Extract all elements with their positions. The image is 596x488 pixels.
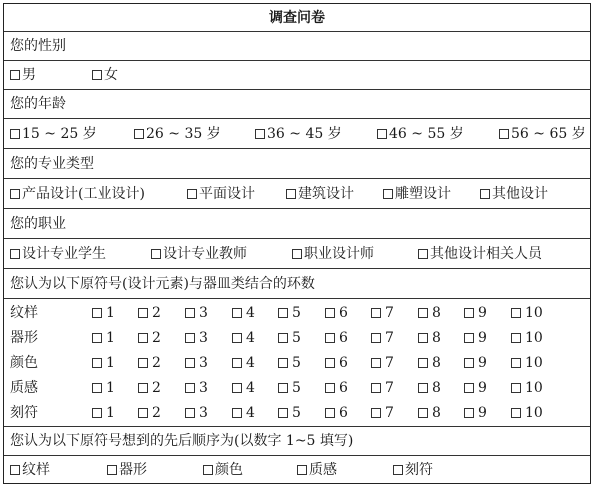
major-question-row bbox=[4, 149, 590, 179]
checkbox[interactable] bbox=[325, 333, 335, 343]
rating-option-label: 1 bbox=[106, 380, 115, 396]
rating-option[interactable] bbox=[511, 306, 543, 320]
rating-option-label: 7 bbox=[385, 305, 394, 321]
checkbox[interactable] bbox=[371, 308, 381, 318]
rating-question: 您认为以下原符号(设计元素)与器皿类结合的环数 bbox=[10, 275, 315, 292]
rating-option[interactable] bbox=[325, 331, 348, 345]
rating-option-label: 3 bbox=[199, 330, 208, 346]
rating-option-label: 10 bbox=[525, 355, 543, 371]
checkbox[interactable] bbox=[511, 408, 521, 418]
checkbox[interactable] bbox=[418, 408, 428, 418]
checkbox[interactable] bbox=[92, 383, 102, 393]
rating-option[interactable] bbox=[92, 306, 115, 320]
checkbox[interactable] bbox=[383, 189, 393, 199]
checkbox[interactable] bbox=[10, 129, 20, 139]
rating-option[interactable] bbox=[92, 406, 115, 420]
rating-option[interactable] bbox=[138, 356, 161, 370]
rating-option-label: 4 bbox=[246, 330, 255, 346]
rating-option-label: 5 bbox=[292, 380, 301, 396]
rating-row-label: 颜色 bbox=[10, 355, 38, 371]
rating-option[interactable] bbox=[232, 331, 255, 345]
rating-option[interactable] bbox=[138, 306, 161, 320]
rating-option[interactable] bbox=[278, 356, 301, 370]
major-option-architecture[interactable]: 建筑设计 bbox=[286, 187, 354, 201]
job-option-designer[interactable]: 职业设计师 bbox=[292, 247, 374, 261]
checkbox[interactable] bbox=[134, 129, 144, 139]
age-option-26-35[interactable]: 26 ~ 35 岁 bbox=[134, 127, 221, 141]
rating-option[interactable] bbox=[138, 381, 161, 395]
checkbox[interactable] bbox=[511, 358, 521, 368]
rating-option[interactable] bbox=[92, 381, 115, 395]
rating-option-label: 1 bbox=[106, 405, 115, 421]
checkbox[interactable] bbox=[92, 358, 102, 368]
rating-option[interactable] bbox=[232, 381, 255, 395]
rating-option-label: 4 bbox=[246, 405, 255, 421]
rating-row bbox=[4, 401, 590, 425]
rating-option[interactable] bbox=[325, 356, 348, 370]
checkbox[interactable] bbox=[151, 249, 161, 259]
rating-option-label: 6 bbox=[339, 330, 348, 346]
age-option-46-55[interactable]: 46 ~ 55 岁 bbox=[377, 127, 464, 141]
age-option-15-25[interactable]: 15 ~ 25 岁 bbox=[10, 127, 97, 141]
checkbox[interactable] bbox=[511, 308, 521, 318]
major-option-other[interactable]: 其他设计 bbox=[480, 187, 548, 201]
checkbox[interactable] bbox=[185, 358, 195, 368]
rating-option[interactable] bbox=[418, 381, 441, 395]
rating-option[interactable] bbox=[185, 406, 208, 420]
checkbox[interactable] bbox=[464, 408, 474, 418]
rating-option-label: 9 bbox=[478, 330, 487, 346]
checkbox[interactable] bbox=[185, 333, 195, 343]
rating-option-label: 4 bbox=[246, 355, 255, 371]
rating-option[interactable] bbox=[232, 356, 255, 370]
checkbox[interactable] bbox=[278, 308, 288, 318]
checkbox[interactable] bbox=[138, 408, 148, 418]
order-option-carving[interactable]: 刻符 bbox=[393, 463, 433, 477]
checkbox[interactable] bbox=[464, 383, 474, 393]
job-question-row bbox=[4, 209, 590, 239]
rating-option[interactable] bbox=[464, 406, 487, 420]
rating-row-label: 质感 bbox=[10, 380, 38, 396]
rating-option[interactable] bbox=[418, 356, 441, 370]
rating-option[interactable] bbox=[511, 406, 543, 420]
rating-option-label: 6 bbox=[339, 405, 348, 421]
gender-option-female[interactable]: 女 bbox=[92, 68, 118, 82]
rating-row bbox=[4, 326, 590, 350]
rating-option-label: 2 bbox=[152, 305, 161, 321]
checkbox[interactable] bbox=[92, 308, 102, 318]
gender-option-male[interactable]: 男 bbox=[10, 68, 36, 82]
rating-option-label: 3 bbox=[199, 380, 208, 396]
checkbox[interactable] bbox=[371, 383, 381, 393]
rating-option[interactable] bbox=[185, 381, 208, 395]
rating-option[interactable] bbox=[232, 406, 255, 420]
rating-option[interactable] bbox=[138, 406, 161, 420]
checkbox[interactable] bbox=[371, 358, 381, 368]
major-option-sculpture[interactable]: 雕塑设计 bbox=[383, 187, 451, 201]
rating-option[interactable] bbox=[371, 381, 394, 395]
checkbox[interactable] bbox=[325, 383, 335, 393]
checkbox[interactable] bbox=[286, 189, 296, 199]
rating-option-label: 7 bbox=[385, 380, 394, 396]
checkbox[interactable] bbox=[232, 383, 242, 393]
rating-option-label: 6 bbox=[339, 380, 348, 396]
order-question-row bbox=[4, 427, 590, 456]
age-option-36-45[interactable]: 36 ~ 45 岁 bbox=[255, 127, 342, 141]
checkbox[interactable] bbox=[325, 358, 335, 368]
rating-option[interactable] bbox=[418, 306, 441, 320]
checkbox[interactable] bbox=[10, 465, 20, 475]
rating-option-label: 8 bbox=[432, 355, 441, 371]
major-question: 您的专业类型 bbox=[10, 155, 94, 172]
rating-option-label: 5 bbox=[292, 305, 301, 321]
checkbox[interactable] bbox=[10, 70, 20, 80]
order-option-color[interactable]: 颜色 bbox=[203, 463, 243, 477]
checkbox[interactable] bbox=[418, 333, 428, 343]
rating-option-label: 3 bbox=[199, 305, 208, 321]
checkbox[interactable] bbox=[278, 408, 288, 418]
job-options-row bbox=[4, 239, 590, 269]
rating-option[interactable] bbox=[185, 331, 208, 345]
job-option-related[interactable]: 其他设计相关人员 bbox=[418, 247, 542, 261]
rating-row bbox=[4, 351, 590, 375]
checkbox[interactable] bbox=[10, 189, 20, 199]
age-option-56-65[interactable]: 56 ~ 65 岁 bbox=[499, 127, 586, 141]
rating-option[interactable] bbox=[185, 356, 208, 370]
rating-option-label: 3 bbox=[199, 405, 208, 421]
rating-option[interactable] bbox=[511, 356, 543, 370]
rating-option[interactable] bbox=[418, 406, 441, 420]
rating-option-label: 9 bbox=[478, 405, 487, 421]
rating-grid bbox=[4, 299, 590, 427]
rating-option-label: 1 bbox=[106, 305, 115, 321]
order-option-form[interactable]: 器形 bbox=[107, 463, 147, 477]
checkbox[interactable] bbox=[278, 333, 288, 343]
job-option-student[interactable]: 设计专业学生 bbox=[10, 247, 106, 261]
major-option-graphic[interactable]: 平面设计 bbox=[187, 187, 255, 201]
rating-option[interactable] bbox=[92, 356, 115, 370]
checkbox[interactable] bbox=[232, 358, 242, 368]
checkbox[interactable] bbox=[371, 333, 381, 343]
checkbox[interactable] bbox=[480, 189, 490, 199]
rating-row-label: 刻符 bbox=[10, 405, 38, 421]
checkbox[interactable] bbox=[511, 333, 521, 343]
checkbox[interactable] bbox=[92, 333, 102, 343]
rating-option-label: 8 bbox=[432, 405, 441, 421]
rating-option-label: 9 bbox=[478, 355, 487, 371]
rating-option[interactable] bbox=[511, 331, 543, 345]
rating-option[interactable] bbox=[92, 331, 115, 345]
checkbox[interactable] bbox=[232, 308, 242, 318]
rating-option[interactable] bbox=[511, 381, 543, 395]
order-option-texture[interactable]: 质感 bbox=[297, 463, 337, 477]
rating-option-label: 5 bbox=[292, 405, 301, 421]
form-header bbox=[4, 4, 590, 32]
rating-option-label: 8 bbox=[432, 330, 441, 346]
rating-option[interactable] bbox=[418, 331, 441, 345]
checkbox[interactable] bbox=[464, 358, 474, 368]
checkbox[interactable] bbox=[278, 358, 288, 368]
rating-option-label: 7 bbox=[385, 330, 394, 346]
checkbox[interactable] bbox=[138, 308, 148, 318]
rating-option-label: 2 bbox=[152, 355, 161, 371]
rating-option-label: 10 bbox=[525, 380, 543, 396]
rating-option-label: 1 bbox=[106, 330, 115, 346]
rating-option-label: 10 bbox=[525, 405, 543, 421]
rating-option-label: 1 bbox=[106, 355, 115, 371]
checkbox[interactable] bbox=[418, 358, 428, 368]
rating-option-label: 10 bbox=[525, 330, 543, 346]
checkbox[interactable] bbox=[92, 70, 102, 80]
gender-question: 您的性别 bbox=[10, 38, 66, 54]
rating-option[interactable] bbox=[371, 306, 394, 320]
checkbox[interactable] bbox=[418, 383, 428, 393]
checkbox[interactable] bbox=[499, 129, 509, 139]
gender-question-row bbox=[4, 32, 590, 61]
rating-question-row bbox=[4, 269, 590, 299]
rating-option[interactable] bbox=[185, 306, 208, 320]
rating-option-label: 7 bbox=[385, 355, 394, 371]
rating-option[interactable] bbox=[325, 306, 348, 320]
checkbox[interactable] bbox=[107, 465, 117, 475]
rating-option[interactable] bbox=[371, 406, 394, 420]
rating-option-label: 2 bbox=[152, 330, 161, 346]
rating-option-label: 9 bbox=[478, 305, 487, 321]
checkbox[interactable] bbox=[325, 308, 335, 318]
major-options-row bbox=[4, 179, 590, 209]
checkbox[interactable] bbox=[255, 129, 265, 139]
rating-row-label: 器形 bbox=[10, 330, 38, 346]
rating-option-label: 4 bbox=[246, 380, 255, 396]
checkbox[interactable] bbox=[185, 308, 195, 318]
checkbox[interactable] bbox=[10, 249, 20, 259]
rating-option[interactable] bbox=[278, 306, 301, 320]
checkbox[interactable] bbox=[292, 249, 302, 259]
checkbox[interactable] bbox=[418, 249, 428, 259]
rating-option-label: 4 bbox=[246, 305, 255, 321]
checkbox[interactable] bbox=[203, 465, 213, 475]
rating-option-label: 8 bbox=[432, 380, 441, 396]
rating-option-label: 3 bbox=[199, 355, 208, 371]
checkbox[interactable] bbox=[418, 308, 428, 318]
rating-option[interactable] bbox=[371, 331, 394, 345]
form-title: 调查问卷 bbox=[269, 9, 325, 26]
checkbox[interactable] bbox=[393, 465, 403, 475]
rating-option-label: 10 bbox=[525, 305, 543, 321]
rating-option[interactable] bbox=[325, 381, 348, 395]
major-option-product[interactable]: 产品设计(工业设计) bbox=[10, 187, 145, 201]
checkbox[interactable] bbox=[187, 189, 197, 199]
checkbox[interactable] bbox=[377, 129, 387, 139]
rating-option[interactable] bbox=[278, 331, 301, 345]
checkbox[interactable] bbox=[511, 383, 521, 393]
rating-option[interactable] bbox=[371, 356, 394, 370]
age-question-row bbox=[4, 90, 590, 119]
checkbox[interactable] bbox=[232, 333, 242, 343]
checkbox[interactable] bbox=[464, 308, 474, 318]
age-options-row bbox=[4, 119, 590, 149]
age-question: 您的年龄 bbox=[10, 96, 66, 112]
job-question: 您的职业 bbox=[10, 215, 66, 232]
rating-option-label: 5 bbox=[292, 330, 301, 346]
checkbox[interactable] bbox=[325, 408, 335, 418]
order-options-row bbox=[4, 456, 590, 483]
order-option-pattern[interactable]: 纹样 bbox=[10, 463, 50, 477]
job-option-teacher[interactable]: 设计专业教师 bbox=[151, 247, 247, 261]
checkbox[interactable] bbox=[138, 333, 148, 343]
checkbox[interactable] bbox=[185, 383, 195, 393]
rating-row bbox=[4, 301, 590, 325]
rating-option[interactable] bbox=[232, 306, 255, 320]
rating-option-label: 8 bbox=[432, 305, 441, 321]
rating-option[interactable] bbox=[325, 406, 348, 420]
rating-option[interactable] bbox=[464, 306, 487, 320]
checkbox[interactable] bbox=[138, 358, 148, 368]
survey-form bbox=[3, 3, 591, 484]
rating-option-label: 6 bbox=[339, 305, 348, 321]
checkbox[interactable] bbox=[278, 383, 288, 393]
checkbox[interactable] bbox=[297, 465, 307, 475]
checkbox[interactable] bbox=[92, 408, 102, 418]
order-question: 您认为以下原符号想到的先后顺序为(以数字 1~5 填写) bbox=[10, 433, 354, 449]
rating-option[interactable] bbox=[138, 331, 161, 345]
gender-options-row bbox=[4, 61, 590, 90]
rating-option[interactable] bbox=[464, 381, 487, 395]
rating-option[interactable] bbox=[278, 406, 301, 420]
checkbox[interactable] bbox=[185, 408, 195, 418]
rating-option-label: 9 bbox=[478, 380, 487, 396]
checkbox[interactable] bbox=[371, 408, 381, 418]
rating-option-label: 7 bbox=[385, 405, 394, 421]
checkbox[interactable] bbox=[138, 383, 148, 393]
rating-option-label: 6 bbox=[339, 355, 348, 371]
checkbox[interactable] bbox=[232, 408, 242, 418]
rating-row bbox=[4, 376, 590, 400]
rating-option[interactable] bbox=[278, 381, 301, 395]
rating-option-label: 5 bbox=[292, 355, 301, 371]
rating-option-label: 2 bbox=[152, 380, 161, 396]
rating-option[interactable] bbox=[464, 331, 487, 345]
rating-row-label: 纹样 bbox=[10, 305, 38, 321]
rating-option[interactable] bbox=[464, 356, 487, 370]
rating-option-label: 2 bbox=[152, 405, 161, 421]
checkbox[interactable] bbox=[464, 333, 474, 343]
